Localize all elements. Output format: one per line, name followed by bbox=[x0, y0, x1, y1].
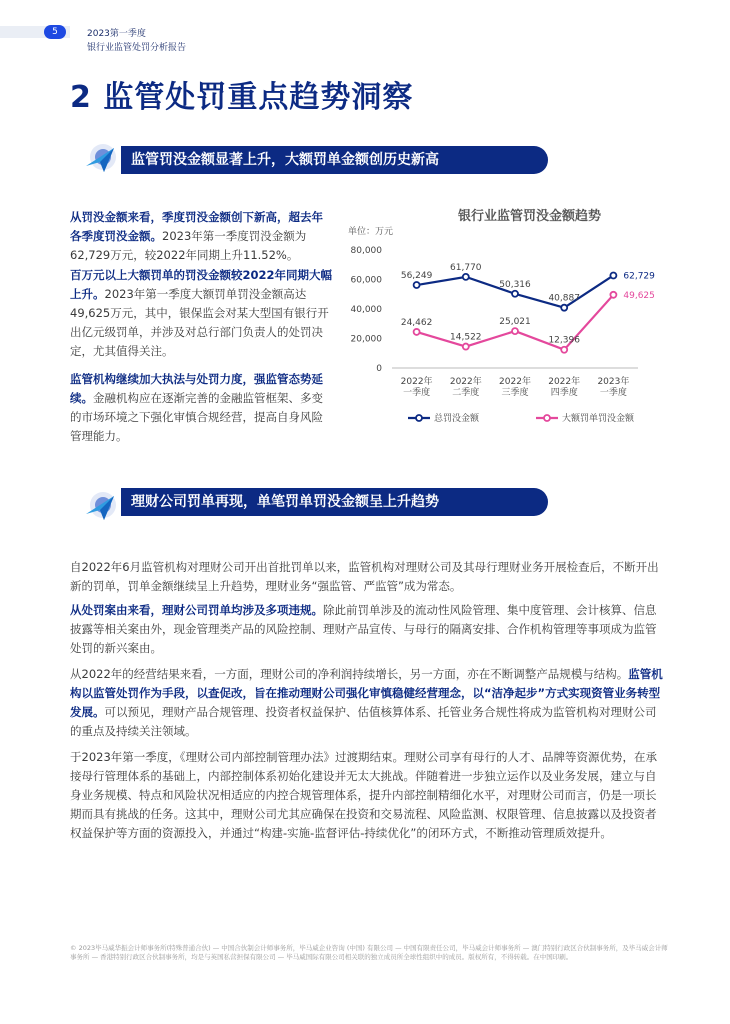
series-2-point bbox=[610, 292, 616, 298]
section1-p1-highlight: 从罚没金额来看，季度罚没金额创下新高，超去年各季度罚没金额。 bbox=[70, 210, 323, 243]
paper-plane-icon bbox=[84, 490, 118, 524]
paper-plane-icon bbox=[84, 142, 118, 176]
x-tick-label: 2022年二季度 bbox=[449, 377, 482, 398]
section2-paragraph-3 bbox=[70, 665, 664, 741]
section2-p3-intro: 从2022年的经营结果来看，一方面，理财公司的净利润持续增长，另一方面，亦在不断调整产品规模与结构。 bbox=[70, 667, 629, 681]
section1-p3-highlight: 监管机构继续加大执法与处罚力度，强监管态势延续。 bbox=[70, 372, 323, 405]
section1-p2-text: 2023年第一季度大额罚单罚没金额高达49,625万元，其中，银保监会对某大型国有银行开出亿元级罚单，并涉及对总行部门负责人的处罚决定，尤其值得关注。 bbox=[70, 287, 329, 358]
y-tick-label: 20,000 bbox=[350, 334, 382, 345]
section2-paragraph-4: 于2023年第一季度，《理财公司内部控制管理办法》过渡期结束。理财公司享有母行的人才、品牌等资源优势，在承接母行管理体系的基础上，内部控制体系初始化建设并无太大挑战。伴随着进一步独立运作以及业务发展，建立与自身业务规模、特点和风险状况相适应的内控合规管理体系，提升内部控制精细化水平，对理财公司而言，仍是一项长期而具有挑战的任务。这其中，理财公司尤其应确保在投资和交易流程、风险监测、权限管理、信息披露以及投资者权益保护等方面的资源投入，并通过“构建-实施-监督评估-持续优化”的闭环方式，不断推动管理质效提升。 bbox=[70, 750, 658, 840]
series-2-point bbox=[561, 347, 567, 353]
footer-copyright: © 2023毕马威华振会计师事务所(特殊普通合伙) — 中国合伙制会计师事务所，毕马威企业咨询 (中国) 有限公司 — 中国有限责任公司，毕马威会计师事务所 — 澳门特别行政区合伙制事务所，及毕马威会计师事务所 — 香港特别行政区合伙制事务所，均是与英国私营担保有限公司 — 毕马威国际有限公司相关联的独立成员所全球性组织中的成员。版权所有，不得转载。在中国印刷。 bbox=[70, 944, 668, 961]
page-title: 2 监管处罚重点趋势洞察 bbox=[70, 80, 414, 115]
section1-paragraph-1 bbox=[70, 208, 332, 265]
series-2-point bbox=[463, 344, 469, 350]
chart-unit-label: 单位：万元 bbox=[348, 227, 394, 237]
section2-paragraph-1: 自2022年6月监管机构对理财公司开出首批罚单以来，监管机构对理财公司及其母行理财业务开展检查后，不断开出新的罚单，罚单金额继续呈上升趋势，理财业务“强监管、严监管”成为常态。 bbox=[70, 560, 659, 593]
header-report-title: 银行业监管处罚分析报告 bbox=[87, 43, 187, 53]
legend-marker-2 bbox=[544, 415, 550, 421]
section1-banner: 监管罚没金额显著上升，大额罚单金额创历史新高 bbox=[121, 146, 548, 174]
header-report-period: 2023第一季度 bbox=[87, 29, 146, 39]
x-tick-label: 2022年一季度 bbox=[400, 377, 433, 398]
y-tick-label: 60,000 bbox=[350, 275, 382, 286]
x-tick-label: 2023年一季度 bbox=[597, 377, 630, 398]
series-1-data-label: 62,729 bbox=[623, 271, 655, 282]
section1-p2-highlight: 百万元以上大额罚单的罚没金额较2022年同期大幅上升。 bbox=[70, 268, 333, 301]
series-2-data-label: 49,625 bbox=[623, 290, 655, 301]
series-2-point bbox=[414, 329, 420, 335]
section1-paragraph-3 bbox=[70, 370, 332, 446]
series-1-data-label: 50,316 bbox=[499, 279, 531, 290]
section1-p3-text: 金融机构应在逐渐完善的金融监管框架、多变的市场环境之下强化审慎合规经营，提高自身风险管理能力。 bbox=[70, 391, 323, 443]
chart-title: 银行业监管罚没金额趋势 bbox=[457, 209, 601, 224]
series-1-point bbox=[610, 272, 616, 278]
section2-p2-text: 除此前罚单涉及的流动性风险管理、集中度管理、会计核算、信息披露等相关案由外，现金管理类产品的风险控制、理财产品宣传、与母行的隔离安排、合作机构管理等事项成为监管处罚的新兴案由。 bbox=[70, 603, 657, 655]
y-tick-label: 80,000 bbox=[350, 246, 382, 256]
series-2-data-label: 14,522 bbox=[450, 332, 482, 343]
series-1-data-label: 40,887 bbox=[548, 293, 580, 304]
y-tick-label: 40,000 bbox=[350, 305, 382, 315]
series-1-data-label: 61,770 bbox=[450, 262, 482, 273]
legend-label-2: 大额罚单罚没金额 bbox=[562, 414, 635, 424]
series-2-data-label: 24,462 bbox=[400, 317, 433, 328]
series-2-point bbox=[512, 328, 518, 334]
section2-p3-highlight: 监管机构以监管处罚作为手段，以查促改，旨在推动理财公司强化审慎稳健经营理念，以“洁净起步”方式实现资管业务转型发展。 bbox=[70, 667, 663, 719]
legend-label-1: 总罚没金额 bbox=[434, 414, 480, 424]
series-1-data-label: 56,249 bbox=[400, 271, 433, 282]
series-1-point bbox=[414, 282, 420, 288]
section2-p2-highlight: 从处罚案由来看，理财公司罚单均涉及多项违规。 bbox=[70, 603, 323, 617]
section1-p1-text: 2023年第一季度罚没金额为62,729万元，较2022年同期上升11.52%。 bbox=[70, 229, 307, 262]
x-tick-label: 2022年四季度 bbox=[548, 377, 581, 398]
x-tick-label: 2022年三季度 bbox=[499, 377, 531, 398]
series-1-point bbox=[561, 305, 567, 311]
page-number-badge: 5 bbox=[44, 25, 66, 39]
series-2-data-label: 25,021 bbox=[499, 317, 531, 328]
y-tick-label: 0 bbox=[376, 364, 382, 374]
legend-marker-1 bbox=[416, 415, 422, 421]
penalty-trend-line-chart bbox=[340, 236, 710, 436]
section2-banner: 理财公司罚单再现，单笔罚单罚没金额呈上升趋势 bbox=[121, 488, 548, 516]
series-2-data-label: 12,396 bbox=[548, 335, 580, 346]
series-1-point bbox=[512, 291, 518, 297]
section2-paragraph-2 bbox=[70, 601, 664, 658]
series-1-point bbox=[463, 274, 469, 280]
section1-paragraph-2 bbox=[70, 266, 332, 361]
section2-p3-text: 可以预见，理财产品合规管理、投资者权益保护、估值核算体系、托管业务合规性将成为监管机构对理财公司的重点及持续关注领域。 bbox=[70, 705, 657, 738]
